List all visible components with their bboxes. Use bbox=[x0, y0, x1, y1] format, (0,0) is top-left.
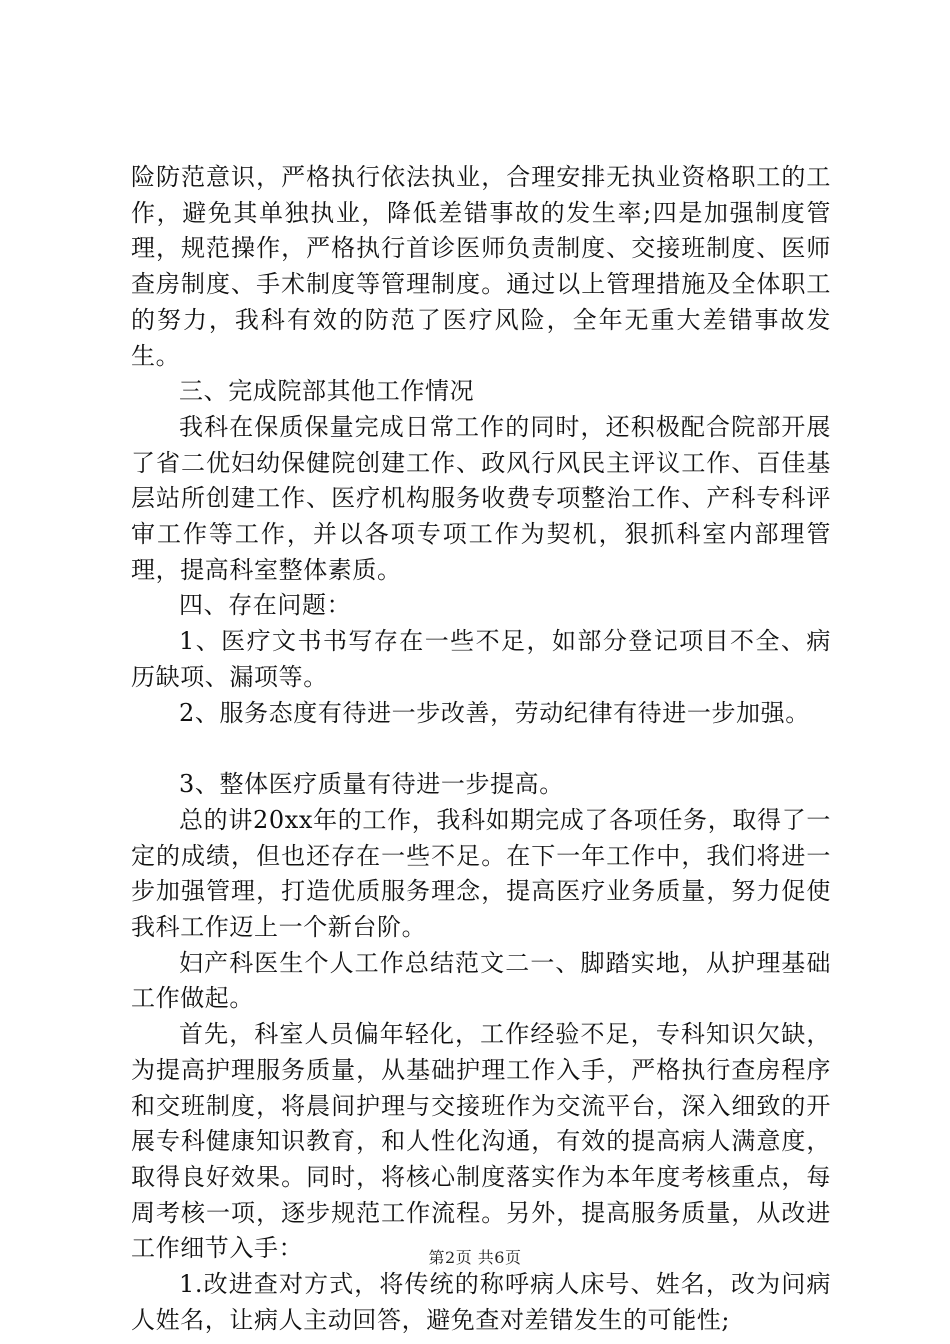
paragraph-other-work: 我科在保质保量完成日常工作的同时，还积极配合院部开展了省二优妇幼保健院创建工作、政风行风民主评议工作、百佳基层站所创建工作、医疗机构服务收费专项整治工作、产科专科评审工作等工作，并以各项专项工作为契机，狠抓科室内部理管理，提高科室整体素质。 bbox=[131, 412, 831, 584]
blank-line bbox=[131, 731, 831, 767]
page-footer: 第2页 共6页 bbox=[428, 1248, 522, 1267]
list-item-problem-3: 3、整体医疗质量有待进一步提高。 bbox=[179, 770, 564, 799]
list-item-check-method: 1.改进查对方式，将传统的称呼病人床号、姓名，改为问病人姓名，让病人主动回答，避免查对差错发生的可能性; bbox=[131, 1270, 831, 1334]
document-body bbox=[131, 160, 831, 1339]
paragraph-risk-management: 险防范意识，严格执行依法执业，合理安排无执业资格职工的工作，避免其单独执业，降低差错事故的发生率;四是加强制度管理，规范操作，严格执行首诊医师负责制度、交接班制度、医师查房制度、手术制度等管理制度。通过以上管理措施及全体职工的努力，我科有效的防范了医疗风险，全年无重大差错事故发生。 bbox=[131, 163, 831, 370]
paragraph-summary: 总的讲20xx年的工作，我科如期完成了各项任务，取得了一定的成绩，但也还存在一些不足。在下一年工作中，我们将进一步加强管理，打造优质服务理念，提高医疗业务质量，努力促使我科工作迈上一个新台阶。 bbox=[131, 805, 831, 942]
list-item-problem-1: 1、医疗文书书写存在一些不足，如部分登记项目不全、病历缺项、漏项等。 bbox=[131, 627, 831, 691]
section-heading-problems: 四、存在问题： bbox=[179, 591, 352, 620]
section-heading-other-work: 三、完成院部其他工作情况 bbox=[179, 377, 475, 406]
list-item-problem-2: 2、服务态度有待进一步改善，劳动纪律有待进一步加强。 bbox=[179, 698, 810, 727]
paragraph-basic-nursing: 首先，科室人员偏年轻化，工作经验不足，专科知识欠缺，为提高护理服务质量，从基础护理工作入手，严格执行查房程序和交班制度，将晨间护理与交接班作为交流平台，深入细致的开展专科健康知识教育，和人性化沟通，有效的提高病人满意度，取得良好效果。同时，将核心制度落实作为本年度考核重点，每周考核一项，逐步规范工作流程。另外，提高服务质量，从改进工作细节入手： bbox=[131, 1020, 831, 1263]
paragraph-second-sample-heading: 妇产科医生个人工作总结范文二一、脚踏实地，从护理基础工作做起。 bbox=[131, 948, 831, 1013]
